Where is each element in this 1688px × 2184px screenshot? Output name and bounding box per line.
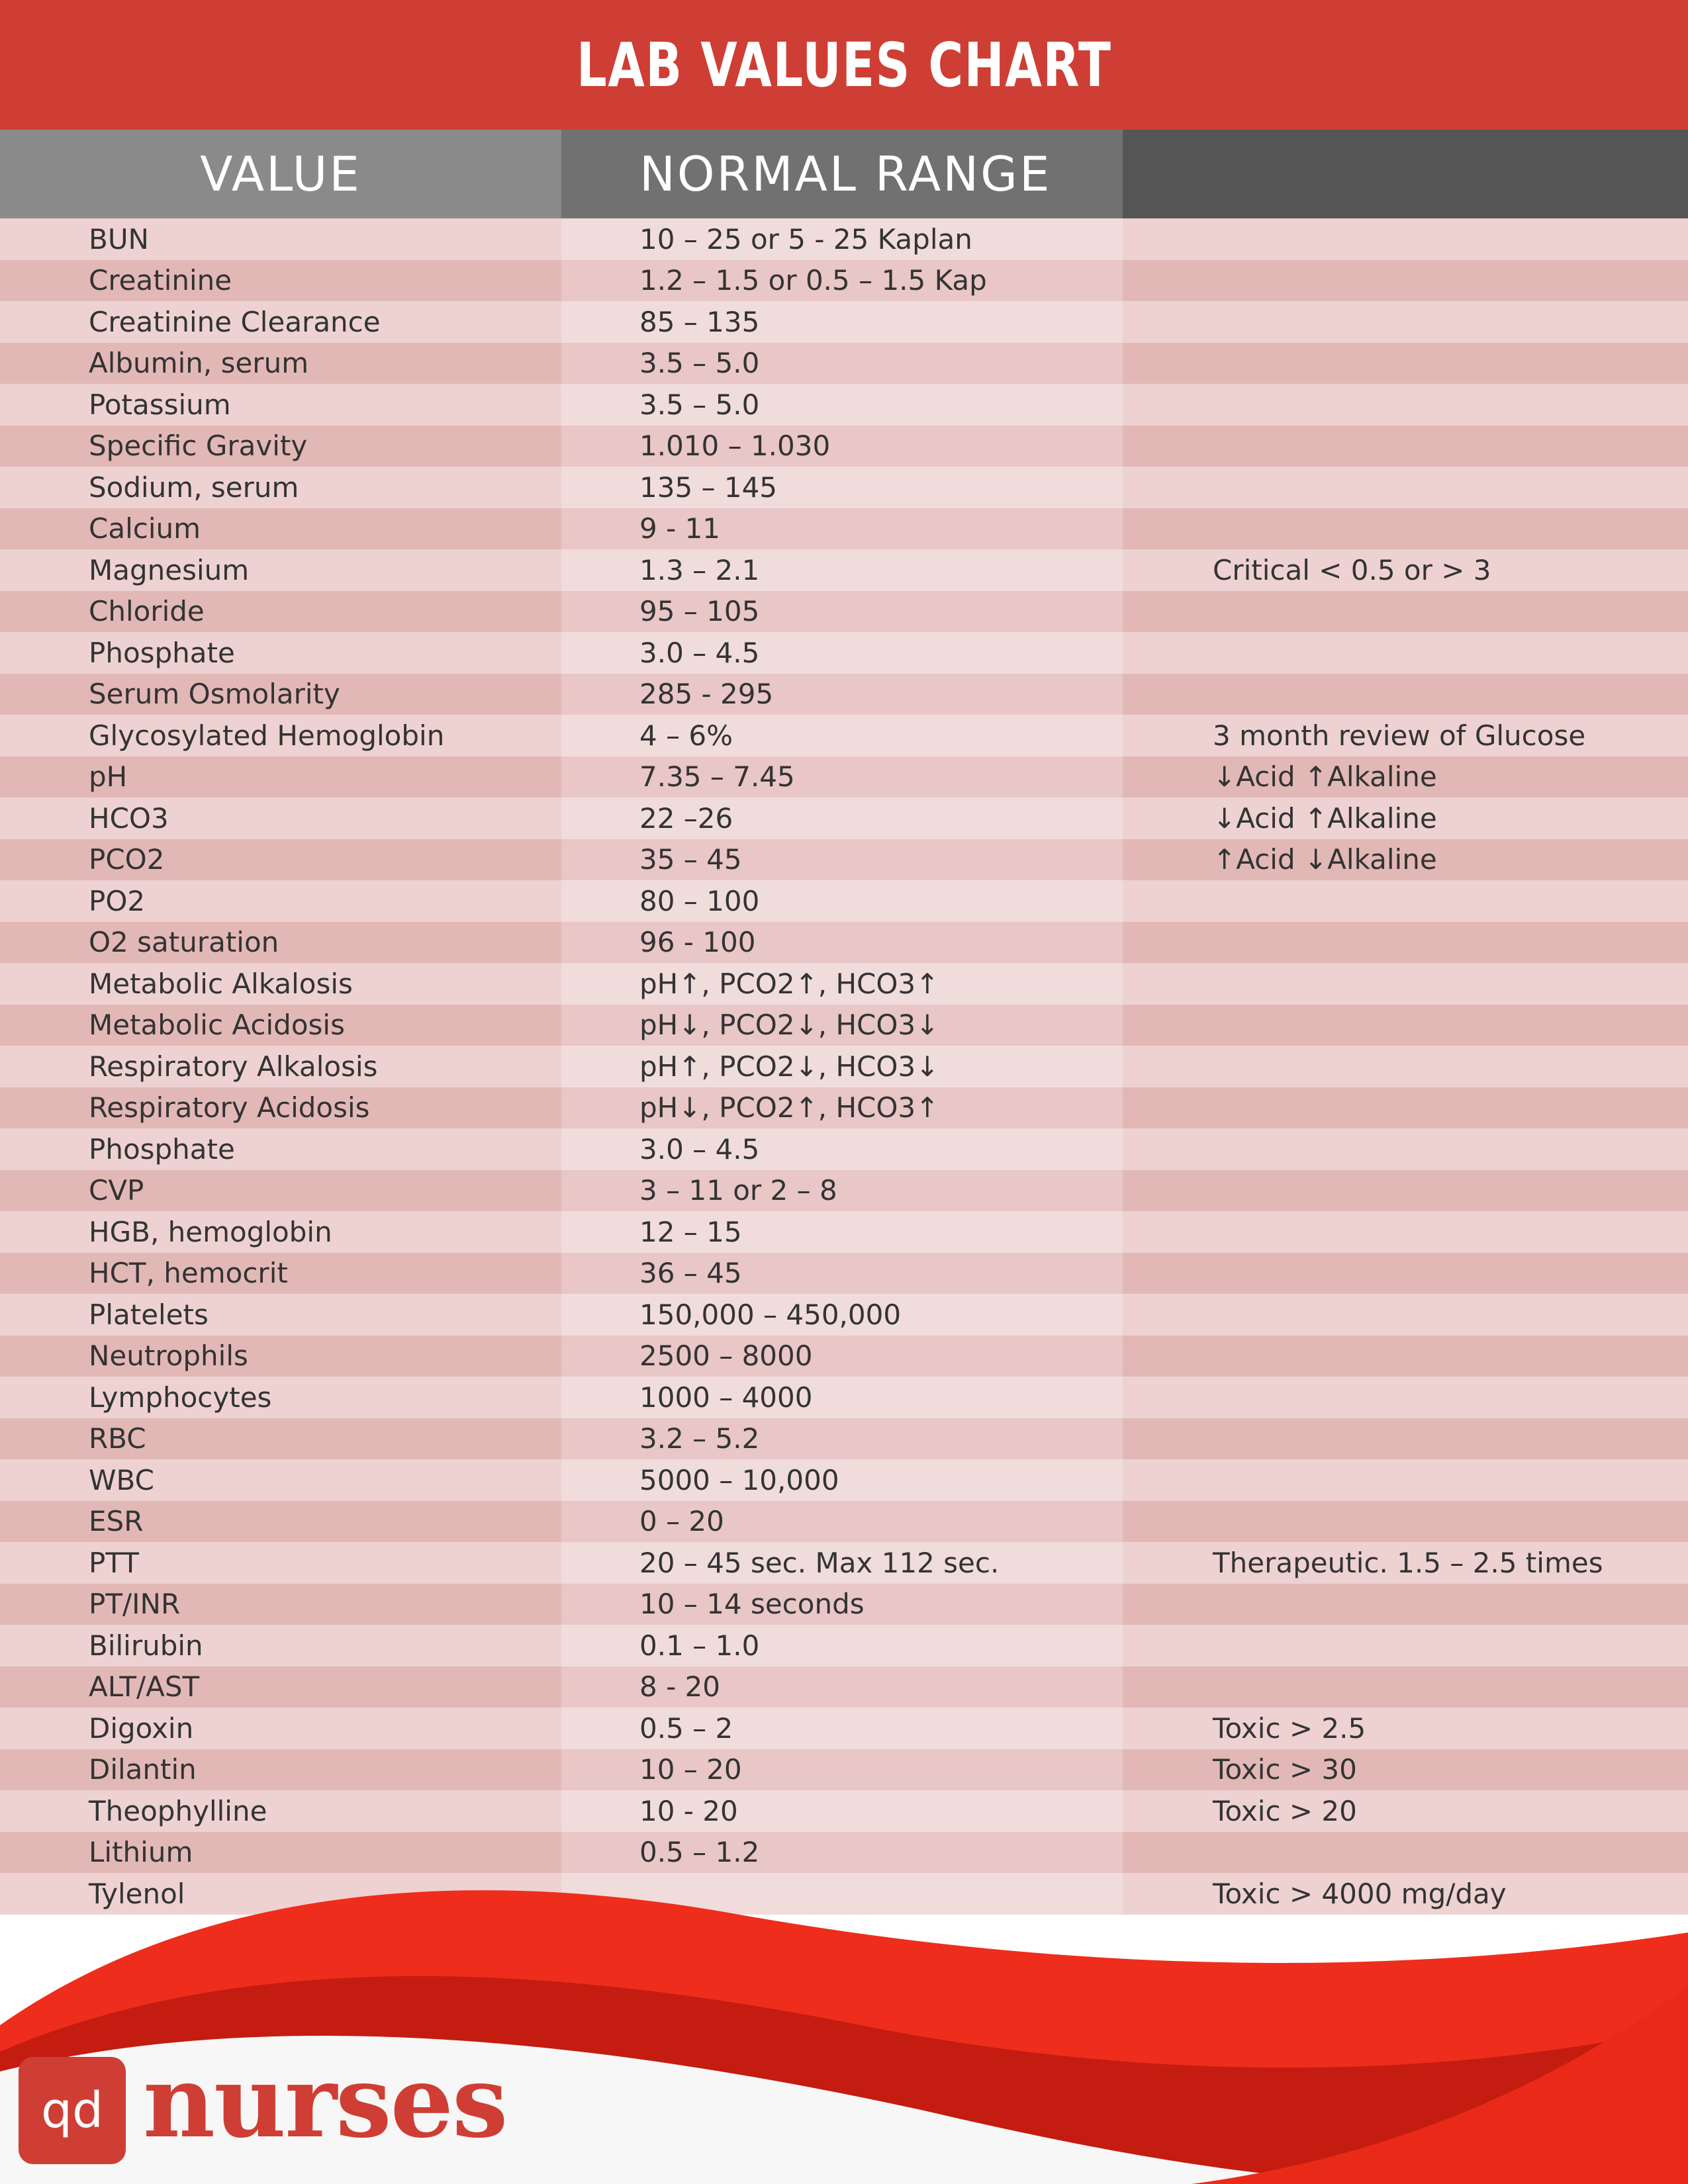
cell-value: Creatinine: [89, 264, 232, 297]
table-row: [0, 343, 1688, 385]
cell-note: [1123, 591, 1688, 633]
table-row: [0, 1625, 1688, 1666]
cell-note: [1123, 1005, 1688, 1046]
table-row: [0, 963, 1688, 1005]
cell-normal-range: 95 – 105: [561, 591, 1123, 633]
cell-normal-range: 5000 – 10,000: [561, 1459, 1123, 1501]
cell-note: [1123, 1046, 1688, 1087]
table-row: [0, 1170, 1688, 1212]
nurses-wordmark: nurses: [143, 2044, 507, 2160]
cell-value: Dilantin: [89, 1753, 197, 1786]
table-row: [0, 260, 1688, 302]
cell-normal-range: 96 - 100: [561, 922, 1123, 964]
table-row: [0, 1005, 1688, 1046]
cell-value: BUN: [89, 222, 149, 255]
cell-value: Phosphate: [89, 1132, 235, 1165]
cell-note: ↑Acid ↓Alkaline: [1213, 843, 1437, 876]
cell-note: Toxic > 30: [1213, 1753, 1357, 1786]
cell-normal-range: 1.2 – 1.5 or 0.5 – 1.5 Kap: [561, 260, 1123, 302]
cell-normal-range: 1000 – 4000: [561, 1377, 1123, 1418]
cell-note: [1123, 218, 1688, 260]
cell-note: [1123, 384, 1688, 426]
cell-value: WBC: [89, 1463, 154, 1496]
cell-note: [1123, 963, 1688, 1005]
cell-normal-range: 3.2 – 5.2: [561, 1418, 1123, 1460]
cell-note: [1123, 467, 1688, 508]
cell-value: Calcium: [89, 512, 201, 545]
table-header: [0, 130, 1688, 218]
cell-note: [1123, 632, 1688, 674]
cell-value: Magnesium: [89, 553, 250, 586]
cell-normal-range: 12 – 15: [561, 1211, 1123, 1253]
cell-note: Toxic > 4000 mg/day: [1213, 1877, 1507, 1910]
cell-value: Metabolic Alkalosis: [89, 967, 353, 1000]
table-row: [0, 1832, 1688, 1874]
cell-note: [1123, 880, 1688, 922]
cell-value: RBC: [89, 1422, 146, 1455]
cell-note: [1123, 508, 1688, 550]
table-row: [0, 880, 1688, 922]
cell-value: HGB, hemoglobin: [89, 1215, 332, 1248]
cell-note: [1123, 343, 1688, 385]
table-row: [0, 1253, 1688, 1295]
cell-value: pH: [89, 760, 128, 794]
cell-value: O2 saturation: [89, 926, 279, 959]
cell-note: [1123, 426, 1688, 467]
table-row: [0, 1336, 1688, 1377]
cell-normal-range: 10 – 25 or 5 - 25 Kaplan: [561, 218, 1123, 260]
cell-normal-range: 9 - 11: [561, 508, 1123, 550]
table-row: [0, 1666, 1688, 1708]
cell-note: [1123, 674, 1688, 715]
cell-note: [1123, 1666, 1688, 1708]
cell-note: [1123, 1832, 1688, 1874]
cell-normal-range: 0 – 20: [561, 1501, 1123, 1543]
table-row: [0, 591, 1688, 633]
cell-note: [1123, 1459, 1688, 1501]
table-row: [0, 1046, 1688, 1087]
cell-normal-range: 10 – 14 seconds: [561, 1584, 1123, 1625]
cell-note: [1123, 922, 1688, 964]
cell-value: Lithium: [89, 1836, 193, 1869]
cell-note: Critical < 0.5 or > 3: [1213, 553, 1491, 586]
cell-normal-range: 3.5 – 5.0: [561, 384, 1123, 426]
cell-value: Bilirubin: [89, 1629, 203, 1662]
cell-normal-range: 20 – 45 sec. Max 112 sec.: [561, 1542, 1123, 1584]
cell-normal-range: 285 - 295: [561, 674, 1123, 715]
cell-note: Therapeutic. 1.5 – 2.5 times: [1213, 1546, 1603, 1579]
cell-note: ↓Acid ↑Alkaline: [1213, 760, 1437, 794]
cell-normal-range: pH↑, PCO2↑, HCO3↑: [561, 963, 1123, 1005]
cell-normal-range: pH↓, PCO2↑, HCO3↑: [561, 1087, 1123, 1129]
header-normal-range: NORMAL RANGE: [561, 130, 1123, 218]
cell-normal-range: 36 – 45: [561, 1253, 1123, 1295]
table-row: [0, 1542, 1688, 1584]
cell-normal-range: pH↑, PCO2↓, HCO3↓: [561, 1046, 1123, 1087]
table-row: [0, 1790, 1688, 1832]
table-row: [0, 549, 1688, 591]
cell-note: [1123, 1336, 1688, 1377]
table-row: [0, 1418, 1688, 1460]
cell-normal-range: 10 – 20: [561, 1749, 1123, 1791]
table-row: [0, 1501, 1688, 1543]
cell-normal-range: 0.1 – 1.0: [561, 1625, 1123, 1666]
cell-normal-range: 135 – 145: [561, 467, 1123, 508]
cell-note: [1123, 1625, 1688, 1666]
cell-normal-range: 85 – 135: [561, 301, 1123, 343]
cell-value: Glycosylated Hemoglobin: [89, 719, 445, 752]
cell-normal-range: pH↓, PCO2↓, HCO3↓: [561, 1005, 1123, 1046]
cell-normal-range: 80 – 100: [561, 880, 1123, 922]
table-row: [0, 301, 1688, 343]
cell-normal-range: 1.3 – 2.1: [561, 549, 1123, 591]
table-row: [0, 922, 1688, 964]
cell-normal-range: 1.010 – 1.030: [561, 426, 1123, 467]
page-title: LAB VALUES CHART: [576, 29, 1112, 101]
cell-note: Toxic > 20: [1213, 1794, 1357, 1827]
table-row: [0, 1087, 1688, 1129]
cell-normal-range: 3.5 – 5.0: [561, 343, 1123, 385]
cell-value: ESR: [89, 1505, 144, 1538]
cell-note: [1123, 1501, 1688, 1543]
table-row: [0, 1294, 1688, 1336]
table-row: [0, 715, 1688, 756]
cell-value: ALT/AST: [89, 1670, 200, 1704]
cell-value: Respiratory Acidosis: [89, 1091, 370, 1124]
header-value: VALUE: [0, 130, 561, 218]
cell-normal-range: 4 – 6%: [561, 715, 1123, 756]
table-row: [0, 1128, 1688, 1170]
table-row: [0, 426, 1688, 467]
cell-value: Lymphocytes: [89, 1381, 272, 1414]
table-row: [0, 839, 1688, 881]
table-row: [0, 756, 1688, 798]
table-row: [0, 1707, 1688, 1749]
cell-value: Specific Gravity: [89, 430, 308, 463]
cell-normal-range: 150,000 – 450,000: [561, 1294, 1123, 1336]
table-row: [0, 384, 1688, 426]
cell-value: Phosphate: [89, 636, 235, 669]
cell-normal-range: 2500 – 8000: [561, 1336, 1123, 1377]
table-row: [0, 674, 1688, 715]
cell-value: Respiratory Alkalosis: [89, 1050, 378, 1083]
cell-value: Creatinine Clearance: [89, 305, 381, 338]
header-notes: [1123, 130, 1688, 218]
cell-value: Chloride: [89, 595, 205, 628]
cell-note: [1123, 1294, 1688, 1336]
qd-logo-badge: qd: [19, 2057, 126, 2164]
cell-note: [1123, 1211, 1688, 1253]
table-row: [0, 797, 1688, 839]
cell-value: Albumin, serum: [89, 347, 309, 380]
cell-note: [1123, 1253, 1688, 1295]
cell-note: [1123, 1170, 1688, 1212]
cell-normal-range: 3.0 – 4.5: [561, 632, 1123, 674]
cell-normal-range: 0.5 – 1.2: [561, 1832, 1123, 1874]
cell-value: PT/INR: [89, 1588, 181, 1621]
cell-note: 3 month review of Glucose: [1213, 719, 1586, 752]
table-row: [0, 1584, 1688, 1625]
table-row: [0, 218, 1688, 260]
cell-value: Tylenol: [89, 1877, 185, 1910]
cell-value: PCO2: [89, 843, 165, 876]
table-row: [0, 1749, 1688, 1791]
cell-normal-range: 3.0 – 4.5: [561, 1128, 1123, 1170]
cell-note: [1123, 1418, 1688, 1460]
cell-value: Platelets: [89, 1298, 209, 1331]
cell-value: Serum Osmolarity: [89, 678, 340, 711]
cell-normal-range: 22 –26: [561, 797, 1123, 839]
cell-note: [1123, 260, 1688, 302]
cell-value: Digoxin: [89, 1711, 194, 1745]
title-bar: [0, 0, 1688, 130]
table-row: [0, 467, 1688, 508]
table-row: [0, 1211, 1688, 1253]
cell-value: Metabolic Acidosis: [89, 1009, 345, 1042]
cell-note: ↓Acid ↑Alkaline: [1213, 801, 1437, 835]
cell-normal-range: 10 - 20: [561, 1790, 1123, 1832]
cell-value: PO2: [89, 884, 146, 917]
cell-value: Neutrophils: [89, 1340, 248, 1373]
table-row: [0, 632, 1688, 674]
cell-normal-range: 8 - 20: [561, 1666, 1123, 1708]
cell-normal-range: 35 – 45: [561, 839, 1123, 881]
cell-note: [1123, 1584, 1688, 1625]
cell-value: Potassium: [89, 388, 231, 421]
cell-value: HCT, hemocrit: [89, 1257, 288, 1290]
cell-value: Sodium, serum: [89, 471, 299, 504]
lab-values-table: [0, 218, 1688, 1915]
cell-normal-range: 7.35 – 7.45: [561, 756, 1123, 798]
cell-value: Theophylline: [89, 1794, 267, 1827]
cell-note: [1123, 301, 1688, 343]
cell-value: PTT: [89, 1546, 139, 1579]
cell-note: [1123, 1087, 1688, 1129]
cell-note: Toxic > 2.5: [1213, 1711, 1366, 1745]
cell-value: HCO3: [89, 801, 169, 835]
cell-normal-range: 3 – 11 or 2 – 8: [561, 1170, 1123, 1212]
cell-note: [1123, 1128, 1688, 1170]
cell-note: [1123, 1377, 1688, 1418]
table-row: [0, 1459, 1688, 1501]
cell-value: CVP: [89, 1174, 144, 1207]
table-row: [0, 508, 1688, 550]
cell-normal-range: 0.5 – 2: [561, 1707, 1123, 1749]
table-row: [0, 1377, 1688, 1418]
